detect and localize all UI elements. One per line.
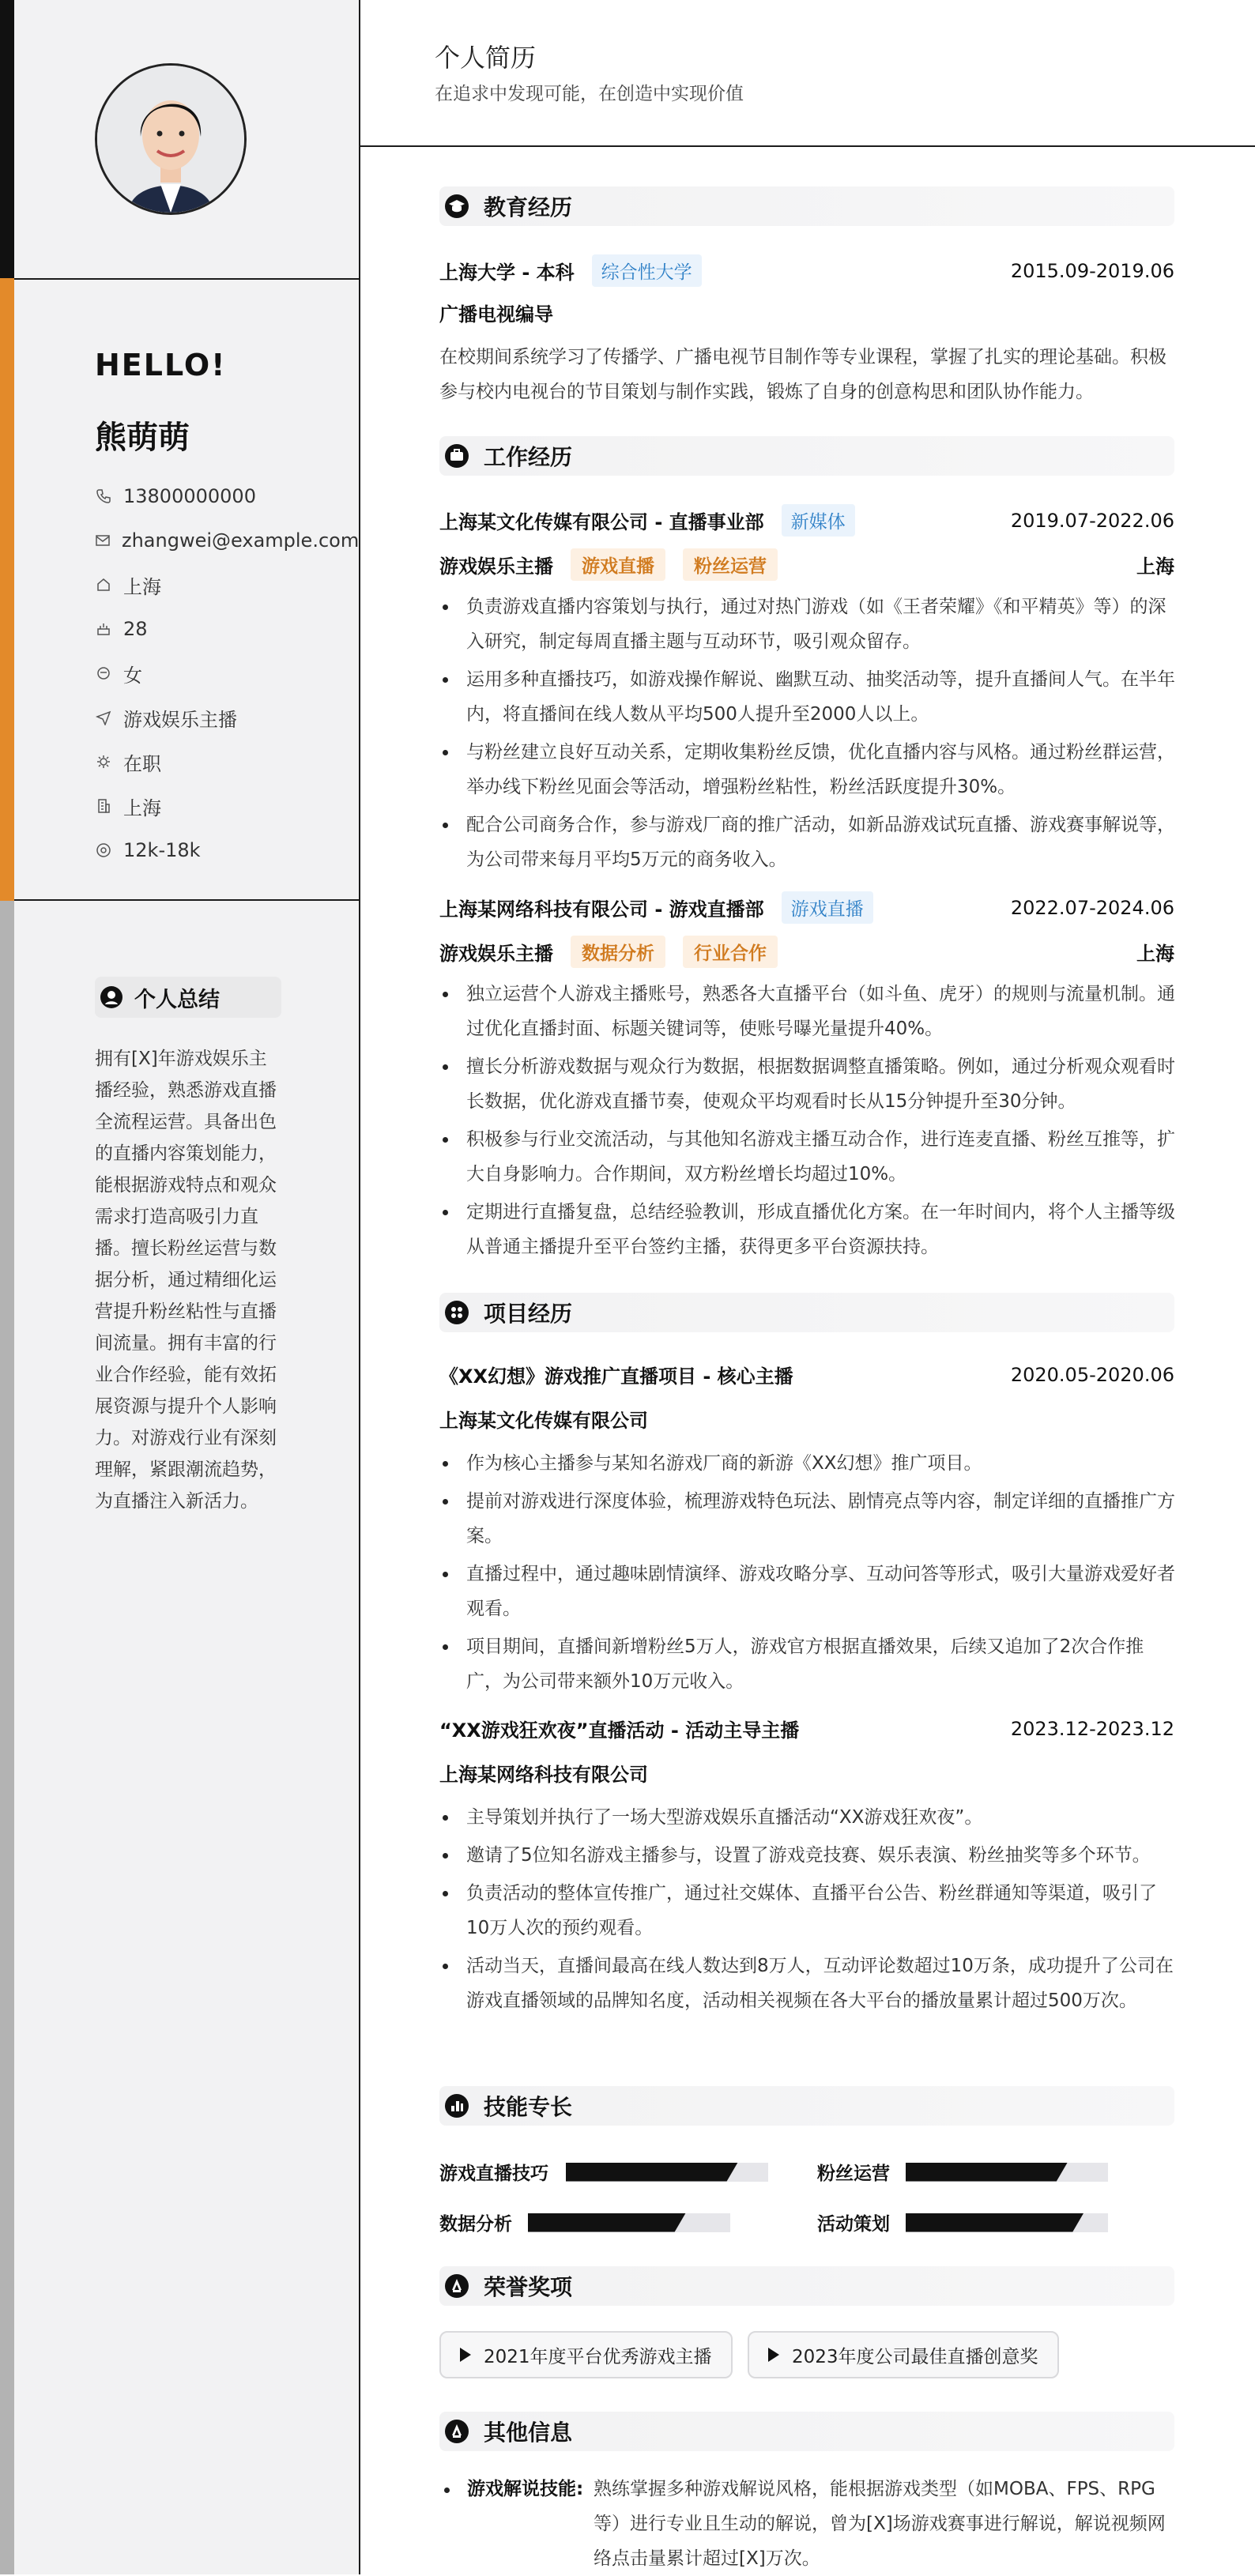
building-icon — [95, 797, 112, 815]
list-item: 运用多种直播技巧，如游戏操作解说、幽默互动、抽奖活动等，提升直播间人气。在半年内，将直播间在线人数从平均500人提升至2000人以上。 — [439, 662, 1179, 732]
person-name: 熊萌萌 — [95, 420, 190, 456]
info-age — [95, 607, 348, 651]
avatar — [95, 63, 247, 215]
school-name: 上海大学 - 本科 — [439, 262, 575, 284]
education-title: 教育经历 — [484, 194, 573, 220]
play-icon — [768, 2348, 779, 2362]
skill-item — [439, 2209, 730, 2235]
info-salary — [95, 828, 348, 872]
list-item: 直播过程中，通过趣味剧情演绎、游戏攻略分享、互动问答等形式，吸引大量游戏爱好者观看。 — [439, 1557, 1179, 1626]
major-row — [439, 299, 1174, 326]
main-content — [360, 0, 1255, 2574]
job-role-row — [439, 936, 1174, 968]
list-item: 项目期间，直播间新增粉丝5万人，游戏官方根据直播效果，后续又追加了2次合作推广，为公司带来额外10万元收入。 — [439, 1629, 1179, 1699]
project-name: “XX游戏狂欢夜”直播活动 - 活动主导主播 — [439, 1719, 800, 1742]
job-header — [439, 504, 1174, 537]
list-item: 负责活动的整体宣传推广，通过社交媒体、直播平台公告、粉丝群通知等渠道，吸引了10万人次的预约观看。 — [439, 1876, 1179, 1945]
other-label: 游戏解说技能: — [467, 2479, 584, 2499]
award-label: 2021年度平台优秀游戏主播 — [484, 2346, 712, 2367]
info-status — [95, 740, 348, 784]
job-skill-tag: 数据分析 — [571, 936, 665, 968]
phone-icon — [95, 488, 112, 505]
user-icon — [100, 985, 123, 1009]
job-date: 2022.07-2024.06 — [1010, 896, 1174, 919]
sidebar-accent-gray — [0, 901, 14, 2574]
list-item: 独立运营个人游戏主播账号，熟悉各大直播平台（如斗鱼、虎牙）的规则与流量机制。通过优化直播封面、标题关键词等，使账号曝光量提升40%。 — [439, 977, 1179, 1046]
gender-text: 女 — [123, 664, 142, 687]
award-chip — [748, 2331, 1059, 2378]
job-skill-tag: 游戏直播 — [571, 548, 665, 581]
job-city: 上海 — [1136, 555, 1174, 578]
honors-title: 荣誉奖项 — [484, 2274, 573, 2300]
grid-icon — [444, 1300, 469, 1325]
job-skill-tag: 粉丝运营 — [683, 548, 778, 581]
job-company: 上海某文化传媒有限公司 - 直播事业部 — [439, 511, 764, 533]
info-job — [95, 695, 348, 740]
skill-name: 活动策划 — [817, 2214, 890, 2235]
projects-heading — [439, 1293, 1174, 1332]
work-title: 工作经历 — [484, 444, 573, 470]
list-item: 活动当天，直播间最高在线人数达到8万人，互动评论数超过10万条，成功提升了公司在游戏直播领域的品牌知名度，活动相关视频在各大平台的播放量累计超过500万次。 — [439, 1949, 1179, 2018]
sidebar-accent-orange — [0, 278, 14, 901]
graduation-cap-icon — [444, 194, 469, 219]
job-skill-tag: 行业合作 — [683, 936, 778, 968]
job-date: 2019.07-2022.06 — [1010, 509, 1174, 532]
education-date: 2015.09-2019.06 — [1010, 259, 1174, 282]
job-tag: 新媒体 — [782, 504, 855, 537]
salary-text: 12k-18k — [123, 839, 201, 861]
home-icon — [95, 576, 112, 593]
list-item: 主导策划并执行了一场大型游戏娱乐直播活动“XX游戏狂欢夜”。 — [439, 1800, 1179, 1835]
project-header — [439, 1361, 1174, 1388]
info-gender — [95, 651, 348, 695]
city-text: 上海 — [123, 575, 161, 598]
project-name: 《XX幻想》游戏推广直播项目 - 核心主播 — [439, 1365, 793, 1388]
list-item: 提前对游戏进行深度体验，梳理游戏特色玩法、剧情亮点等内容，制定详细的直播推广方案。 — [439, 1484, 1179, 1554]
education-row — [439, 254, 1174, 287]
other-text: 熟练掌握多种游戏解说风格，能根据游戏类型（如MOBA、FPS、RPG等）进行专业且生动的解说，曾为[X]场游戏赛事进行解说，解说视频网络点击量累计超过[X]万次。 — [594, 2479, 1166, 2569]
project-date: 2020.05-2020.06 — [1010, 1363, 1174, 1386]
skill-item — [817, 2159, 1108, 2185]
list-item: 配合公司商务合作，参与游戏厂商的推广活动，如新品游戏试玩直播、游戏赛事解说等，为公司带来每月平均5万元的商务收入。 — [439, 808, 1179, 877]
school-tag: 综合性大学 — [592, 254, 702, 287]
skill-item — [439, 2159, 768, 2185]
gender-icon — [95, 665, 112, 682]
send-icon — [95, 709, 112, 726]
other-item — [439, 2472, 1182, 2576]
page-subtitle: 在追求中发现可能，在创造中实现价值 — [435, 84, 744, 104]
header-divider — [360, 145, 1255, 147]
job-tag: 游戏直播 — [782, 891, 873, 924]
award-label: 2023年度公司最佳直播创意奖 — [792, 2346, 1038, 2367]
sidebar — [0, 0, 360, 2574]
skill-name: 粉丝运营 — [817, 2164, 890, 2184]
list-item: 作为核心主播参与某知名游戏厂商的新游《XX幻想》推广项目。 — [439, 1446, 1179, 1481]
bullet-dot — [444, 2487, 450, 2493]
award-icon — [444, 2273, 469, 2299]
job-role: 游戏娱乐主播 — [439, 943, 553, 965]
award-chip — [439, 2331, 733, 2378]
list-item: 积极参与行业交流活动，与其他知名游戏主播互动合作，进行连麦直播、粉丝互推等，扩大自身影响力。合作期间，双方粉丝增长均超过10%。 — [439, 1122, 1179, 1192]
summary-text: 拥有[X]年游戏娱乐主播经验，熟悉游戏直播全流程运营。具备出色的直播内容策划能力，能根据游戏特点和观众需求打造高吸引力直播。擅长粉丝运营与数据分析，通过精细化运营提升粉丝粘性与直播间流量。拥有丰富的行业合作经验，能有效拓展资源与提升个人影响力。对游戏行业有深刻理解，紧跟潮流趋势，为直播注入新活力。 — [95, 1049, 277, 1512]
other-title: 其他信息 — [484, 2420, 573, 2446]
project-items — [439, 1800, 1179, 2021]
list-item: 负责游戏直播内容策划与执行，通过对热门游戏（如《王者荣耀》《和平精英》等）的深入研究，制定每周直播主题与互动环节，吸引观众留存。 — [439, 589, 1179, 659]
job-text: 游戏娱乐主播 — [123, 708, 237, 731]
skill-bar — [566, 2163, 768, 2182]
job-role-row — [439, 548, 1174, 581]
phone-text: 13800000000 — [123, 485, 256, 507]
skill-bar-fill — [906, 2163, 1068, 2182]
info-work-city — [95, 784, 348, 828]
divider — [14, 899, 359, 901]
list-item: 与粉丝建立良好互动关系，定期收集粉丝反馈，优化直播内容与风格。通过粉丝群运营，举办线下粉丝见面会等活动，增强粉丝粘性，粉丝活跃度提升30%。 — [439, 735, 1179, 804]
email-text: zhangwei@example.com — [122, 529, 360, 552]
skill-name: 数据分析 — [439, 2214, 512, 2235]
job-duties — [439, 589, 1179, 880]
status-icon — [95, 753, 112, 770]
sidebar-accent-black — [0, 0, 14, 278]
contact-list — [95, 474, 360, 872]
list-item: 邀请了5位知名游戏主播参与，设置了游戏竞技赛、娱乐表演、粉丝抽奖等多个环节。 — [439, 1838, 1179, 1873]
skill-bar — [528, 2213, 730, 2232]
play-icon — [460, 2348, 471, 2362]
salary-icon — [95, 842, 112, 859]
cake-icon — [95, 620, 112, 638]
project-header — [439, 1715, 1174, 1742]
mail-icon — [95, 532, 111, 549]
project-items — [439, 1446, 1179, 1702]
info-email — [95, 518, 360, 563]
job-duties — [439, 977, 1179, 1267]
skill-item — [817, 2209, 1108, 2235]
project-company: 上海某文化传媒有限公司 — [439, 1410, 648, 1432]
work-heading — [439, 436, 1174, 476]
info-icon — [444, 2419, 469, 2444]
job-role: 游戏娱乐主播 — [439, 555, 553, 578]
skill-bar — [906, 2163, 1108, 2182]
job-company: 上海某网络科技有限公司 - 游戏直播部 — [439, 898, 764, 921]
skills-title: 技能专长 — [484, 2094, 573, 2120]
project-company-row — [439, 1405, 1174, 1433]
divider — [14, 278, 359, 280]
summary-heading — [95, 977, 281, 1018]
briefcase-icon — [444, 443, 469, 469]
project-company-row — [439, 1759, 1174, 1787]
list-item: 定期进行直播复盘，总结经验教训，形成直播优化方案。在一年时间内，将个人主播等级从普通主播提升至平台签约主播，获得更多平台资源扶持。 — [439, 1195, 1179, 1264]
job-header — [439, 891, 1174, 924]
age-text: 28 — [123, 618, 148, 640]
honors-heading — [439, 2266, 1174, 2306]
skill-bar-fill — [566, 2163, 738, 2182]
project-company: 上海某网络科技有限公司 — [439, 1764, 648, 1786]
project-date: 2023.12-2023.12 — [1010, 1717, 1174, 1740]
hello-heading: HELLO! — [95, 348, 227, 382]
skill-bar-fill — [906, 2213, 1084, 2232]
skill-name: 游戏直播技巧 — [439, 2164, 548, 2184]
info-phone — [95, 474, 348, 518]
skill-bar — [906, 2213, 1108, 2232]
education-heading — [439, 186, 1174, 226]
job-city: 上海 — [1136, 943, 1174, 965]
status-text: 在职 — [123, 752, 161, 775]
work-city-text: 上海 — [123, 797, 161, 819]
major-name: 广播电视编导 — [439, 303, 553, 326]
skills-heading — [439, 2086, 1174, 2126]
projects-title: 项目经历 — [484, 1301, 573, 1327]
info-city — [95, 563, 348, 607]
education-desc: 在校期间系统学习了传播学、广播电视节目制作等专业课程，掌握了扎实的理论基础。积极参与校内电视台的节目策划与制作实践，锻炼了自身的创意构思和团队协作能力。 — [439, 347, 1166, 402]
bar-chart-icon — [444, 2093, 469, 2118]
page-title: 个人简历 — [435, 43, 537, 73]
summary-title: 个人总结 — [134, 987, 220, 1012]
skill-bar-fill — [528, 2213, 686, 2232]
list-item: 擅长分析游戏数据与观众行为数据，根据数据调整直播策略。例如，通过分析观众观看时长数据，优化游戏直播节奏，使观众平均观看时长从15分钟提升至30分钟。 — [439, 1049, 1179, 1119]
other-heading — [439, 2412, 1174, 2451]
